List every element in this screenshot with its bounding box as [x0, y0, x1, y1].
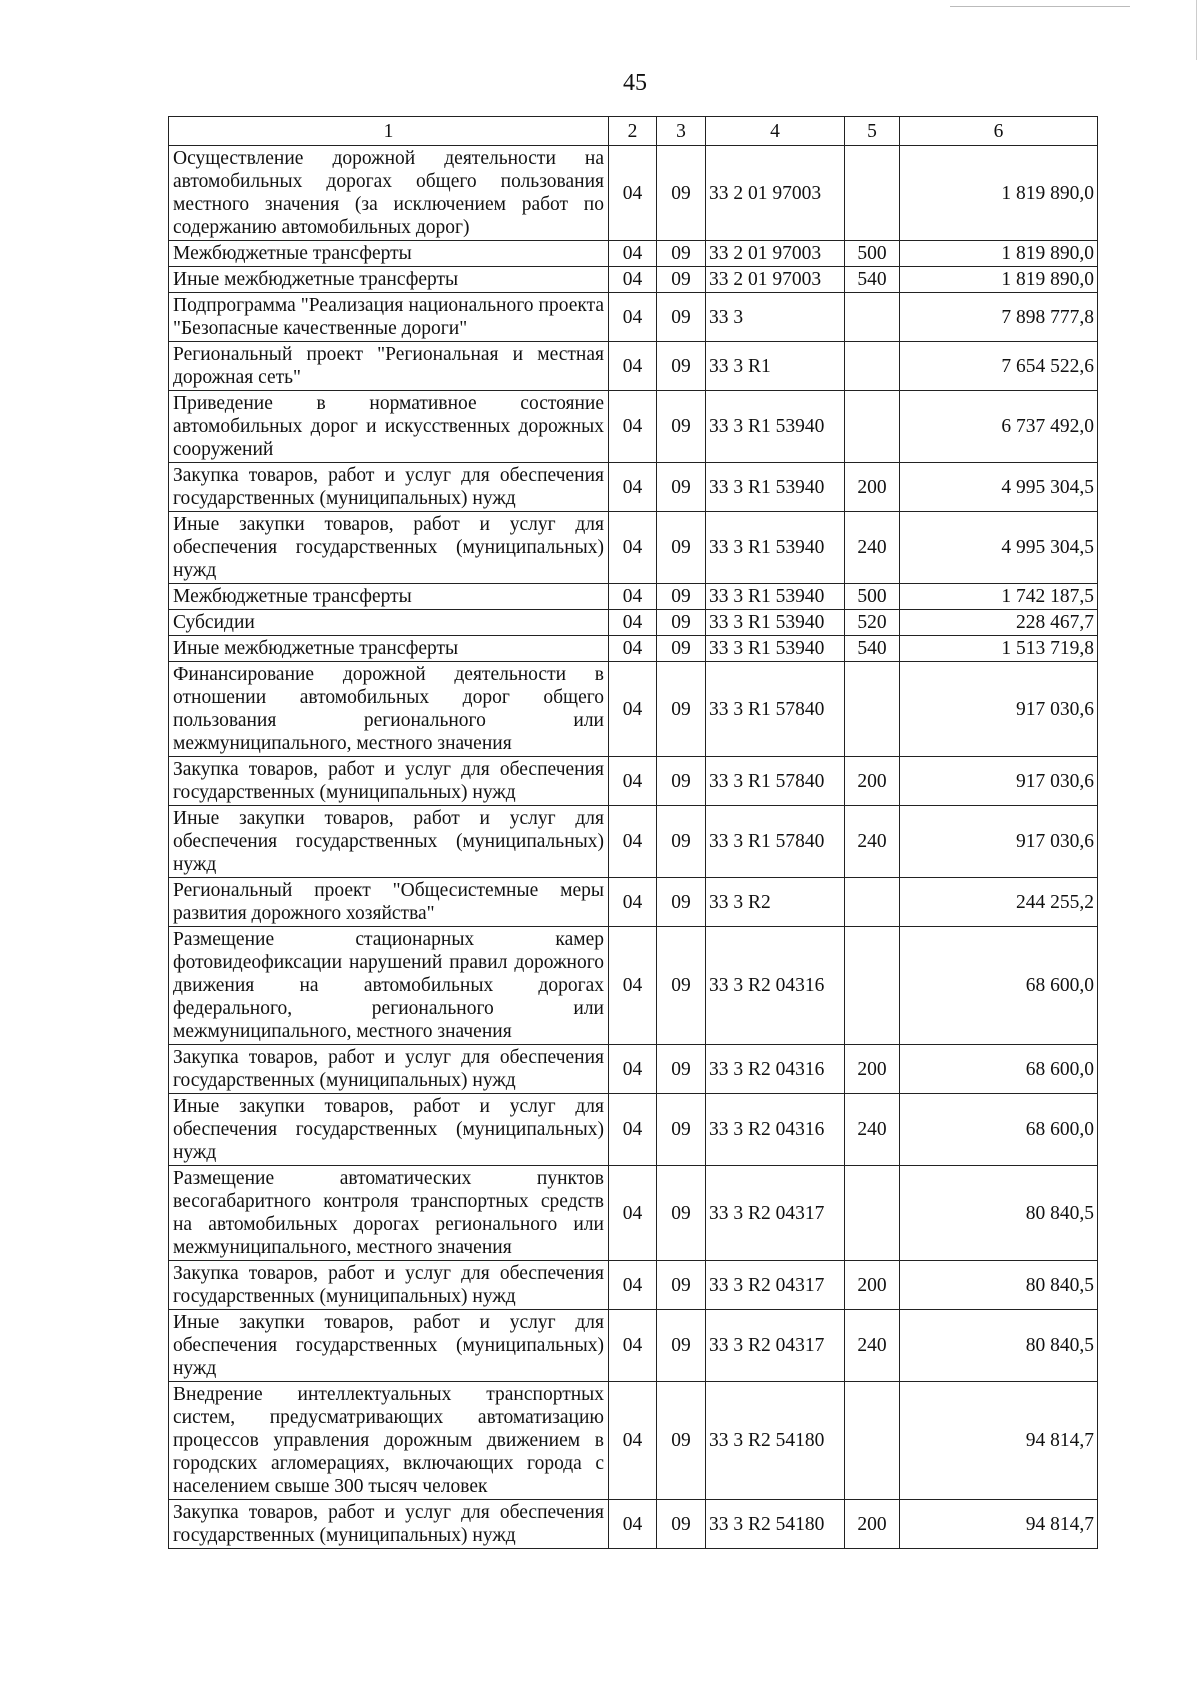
row-amount: 1 819 890,0 [900, 241, 1098, 267]
table-row [169, 267, 1098, 293]
row-subsection: 09 [657, 241, 706, 267]
row-expense-type: 500 [845, 584, 900, 610]
row-name: Межбюджетные трансферты [169, 241, 609, 267]
row-amount: 68 600,0 [900, 1045, 1098, 1094]
table-row [169, 293, 1098, 342]
row-section: 04 [609, 512, 657, 584]
row-subsection: 09 [657, 1166, 706, 1261]
table-row [169, 584, 1098, 610]
row-section: 04 [609, 636, 657, 662]
table-row [169, 1166, 1098, 1261]
row-section: 04 [609, 146, 657, 241]
row-name: Региональный проект "Региональная и местная дорожная сеть" [169, 342, 609, 391]
row-subsection: 09 [657, 342, 706, 391]
row-expense-type [845, 927, 900, 1045]
row-target-code: 33 3 R2 54180 [706, 1382, 845, 1500]
row-subsection: 09 [657, 267, 706, 293]
row-target-code: 33 2 01 97003 [706, 241, 845, 267]
row-target-code: 33 3 [706, 293, 845, 342]
row-amount: 6 737 492,0 [900, 391, 1098, 463]
row-amount: 80 840,5 [900, 1261, 1098, 1310]
table-row [169, 1310, 1098, 1382]
row-section: 04 [609, 1500, 657, 1549]
row-section: 04 [609, 1166, 657, 1261]
row-target-code: 33 3 R1 53940 [706, 636, 845, 662]
row-target-code: 33 3 R1 53940 [706, 584, 845, 610]
row-target-code: 33 3 R1 57840 [706, 806, 845, 878]
row-target-code: 33 3 R2 [706, 878, 845, 927]
row-section: 04 [609, 267, 657, 293]
row-expense-type: 200 [845, 1261, 900, 1310]
row-subsection: 09 [657, 1382, 706, 1500]
row-expense-type: 520 [845, 610, 900, 636]
header-row [169, 117, 1098, 146]
row-amount: 80 840,5 [900, 1310, 1098, 1382]
row-section: 04 [609, 1261, 657, 1310]
row-name: Закупка товаров, работ и услуг для обеспечения государственных (муниципальных) нужд [169, 1500, 609, 1549]
row-subsection: 09 [657, 1500, 706, 1549]
row-name: Иные закупки товаров, работ и услуг для обеспечения государственных (муниципальных) нужд [169, 512, 609, 584]
row-expense-type: 240 [845, 1310, 900, 1382]
row-amount: 228 467,7 [900, 610, 1098, 636]
page-number: 45 [623, 70, 647, 96]
row-subsection: 09 [657, 878, 706, 927]
row-subsection: 09 [657, 391, 706, 463]
row-section: 04 [609, 241, 657, 267]
row-subsection: 09 [657, 1045, 706, 1094]
row-name: Внедрение интеллектуальных транспортных систем, предусматривающих автоматизацию процессов управления дорожным движением в городских агломерациях, включающих города с населением свыше 300 тысяч человек [169, 1382, 609, 1500]
row-amount: 1 819 890,0 [900, 146, 1098, 241]
table-row [169, 806, 1098, 878]
row-target-code: 33 3 R1 53940 [706, 391, 845, 463]
row-target-code: 33 3 R1 [706, 342, 845, 391]
row-amount: 917 030,6 [900, 806, 1098, 878]
row-section: 04 [609, 1310, 657, 1382]
column-header: 6 [900, 117, 1098, 146]
row-section: 04 [609, 927, 657, 1045]
row-section: 04 [609, 757, 657, 806]
row-section: 04 [609, 342, 657, 391]
row-target-code: 33 3 R2 04316 [706, 927, 845, 1045]
row-name: Субсидии [169, 610, 609, 636]
scan-edge-line-right [1196, 0, 1197, 60]
row-subsection: 09 [657, 584, 706, 610]
table-row [169, 1261, 1098, 1310]
row-section: 04 [609, 662, 657, 757]
table-row [169, 512, 1098, 584]
row-expense-type [845, 1382, 900, 1500]
row-target-code: 33 3 R1 53940 [706, 512, 845, 584]
table-row [169, 1094, 1098, 1166]
row-expense-type [845, 342, 900, 391]
row-subsection: 09 [657, 512, 706, 584]
table-row [169, 342, 1098, 391]
row-expense-type: 200 [845, 1500, 900, 1549]
row-amount: 7 654 522,6 [900, 342, 1098, 391]
table-row [169, 1045, 1098, 1094]
row-target-code: 33 3 R1 57840 [706, 757, 845, 806]
row-target-code: 33 2 01 97003 [706, 146, 845, 241]
row-subsection: 09 [657, 463, 706, 512]
row-amount: 1 742 187,5 [900, 584, 1098, 610]
column-header: 4 [706, 117, 845, 146]
row-expense-type [845, 391, 900, 463]
row-name: Иные закупки товаров, работ и услуг для обеспечения государственных (муниципальных) нужд [169, 1310, 609, 1382]
row-amount: 94 814,7 [900, 1382, 1098, 1500]
row-expense-type: 200 [845, 1045, 900, 1094]
row-name: Подпрограмма "Реализация национального проекта "Безопасные качественные дороги" [169, 293, 609, 342]
row-expense-type [845, 662, 900, 757]
row-subsection: 09 [657, 1261, 706, 1310]
row-name: Закупка товаров, работ и услуг для обеспечения государственных (муниципальных) нужд [169, 757, 609, 806]
table-row [169, 146, 1098, 241]
table-row [169, 1500, 1098, 1549]
table-row [169, 241, 1098, 267]
row-amount: 917 030,6 [900, 662, 1098, 757]
row-amount: 68 600,0 [900, 1094, 1098, 1166]
row-subsection: 09 [657, 293, 706, 342]
table-row [169, 636, 1098, 662]
row-target-code: 33 3 R1 53940 [706, 610, 845, 636]
row-expense-type: 240 [845, 806, 900, 878]
row-amount: 4 995 304,5 [900, 463, 1098, 512]
scan-edge-line [950, 6, 1130, 7]
row-target-code: 33 3 R2 04317 [706, 1166, 845, 1261]
row-name: Региональный проект "Общесистемные меры развития дорожного хозяйства" [169, 878, 609, 927]
row-section: 04 [609, 1094, 657, 1166]
column-header: 3 [657, 117, 706, 146]
row-name: Межбюджетные трансферты [169, 584, 609, 610]
row-name: Иные межбюджетные трансферты [169, 267, 609, 293]
budget-table [168, 116, 1098, 1549]
row-expense-type [845, 146, 900, 241]
table-row [169, 1382, 1098, 1500]
row-section: 04 [609, 293, 657, 342]
row-amount: 1 819 890,0 [900, 267, 1098, 293]
row-name: Закупка товаров, работ и услуг для обеспечения государственных (муниципальных) нужд [169, 1261, 609, 1310]
row-name: Закупка товаров, работ и услуг для обеспечения государственных (муниципальных) нужд [169, 1045, 609, 1094]
row-target-code: 33 2 01 97003 [706, 267, 845, 293]
column-header: 1 [169, 117, 609, 146]
row-name: Закупка товаров, работ и услуг для обеспечения государственных (муниципальных) нужд [169, 463, 609, 512]
table-row [169, 757, 1098, 806]
row-amount: 68 600,0 [900, 927, 1098, 1045]
row-subsection: 09 [657, 662, 706, 757]
row-subsection: 09 [657, 1094, 706, 1166]
row-section: 04 [609, 806, 657, 878]
row-target-code: 33 3 R1 57840 [706, 662, 845, 757]
table-row [169, 927, 1098, 1045]
row-section: 04 [609, 584, 657, 610]
table-row [169, 662, 1098, 757]
row-section: 04 [609, 463, 657, 512]
row-name: Финансирование дорожной деятельности в отношении автомобильных дорог общего пользования регионального или межмуниципального, местного значения [169, 662, 609, 757]
row-expense-type: 200 [845, 463, 900, 512]
table-row [169, 878, 1098, 927]
row-expense-type: 500 [845, 241, 900, 267]
row-subsection: 09 [657, 146, 706, 241]
row-amount: 7 898 777,8 [900, 293, 1098, 342]
row-section: 04 [609, 1382, 657, 1500]
row-expense-type [845, 293, 900, 342]
row-section: 04 [609, 391, 657, 463]
row-expense-type: 540 [845, 267, 900, 293]
column-header: 5 [845, 117, 900, 146]
row-subsection: 09 [657, 806, 706, 878]
row-section: 04 [609, 1045, 657, 1094]
row-target-code: 33 3 R2 54180 [706, 1500, 845, 1549]
table-row [169, 391, 1098, 463]
row-name: Иные межбюджетные трансферты [169, 636, 609, 662]
row-name: Иные закупки товаров, работ и услуг для обеспечения государственных (муниципальных) нужд [169, 806, 609, 878]
row-expense-type: 540 [845, 636, 900, 662]
row-expense-type: 200 [845, 757, 900, 806]
row-subsection: 09 [657, 757, 706, 806]
row-amount: 244 255,2 [900, 878, 1098, 927]
column-header: 2 [609, 117, 657, 146]
row-amount: 80 840,5 [900, 1166, 1098, 1261]
row-section: 04 [609, 610, 657, 636]
table-row [169, 610, 1098, 636]
row-name: Размещение автоматических пунктов весогабаритного контроля транспортных средств на автомобильных дорогах регионального или межмуниципального, местного значения [169, 1166, 609, 1261]
row-target-code: 33 3 R2 04317 [706, 1310, 845, 1382]
row-subsection: 09 [657, 610, 706, 636]
row-subsection: 09 [657, 927, 706, 1045]
row-name: Приведение в нормативное состояние автомобильных дорог и искусственных дорожных сооружений [169, 391, 609, 463]
row-target-code: 33 3 R1 53940 [706, 463, 845, 512]
row-amount: 917 030,6 [900, 757, 1098, 806]
row-expense-type: 240 [845, 512, 900, 584]
row-amount: 4 995 304,5 [900, 512, 1098, 584]
row-amount: 1 513 719,8 [900, 636, 1098, 662]
row-target-code: 33 3 R2 04316 [706, 1094, 845, 1166]
row-name: Осуществление дорожной деятельности на автомобильных дорогах общего пользования местного значения (за исключением работ по содержанию автомобильных дорог) [169, 146, 609, 241]
row-target-code: 33 3 R2 04316 [706, 1045, 845, 1094]
table-row [169, 463, 1098, 512]
row-expense-type [845, 878, 900, 927]
row-expense-type: 240 [845, 1094, 900, 1166]
row-expense-type [845, 1166, 900, 1261]
row-name: Иные закупки товаров, работ и услуг для обеспечения государственных (муниципальных) нужд [169, 1094, 609, 1166]
row-subsection: 09 [657, 636, 706, 662]
row-subsection: 09 [657, 1310, 706, 1382]
row-section: 04 [609, 878, 657, 927]
row-target-code: 33 3 R2 04317 [706, 1261, 845, 1310]
row-name: Размещение стационарных камер фотовидеофиксации нарушений правил дорожного движения на автомобильных дорогах федерального, регионального или межмуниципального, местного значения [169, 927, 609, 1045]
row-amount: 94 814,7 [900, 1500, 1098, 1549]
